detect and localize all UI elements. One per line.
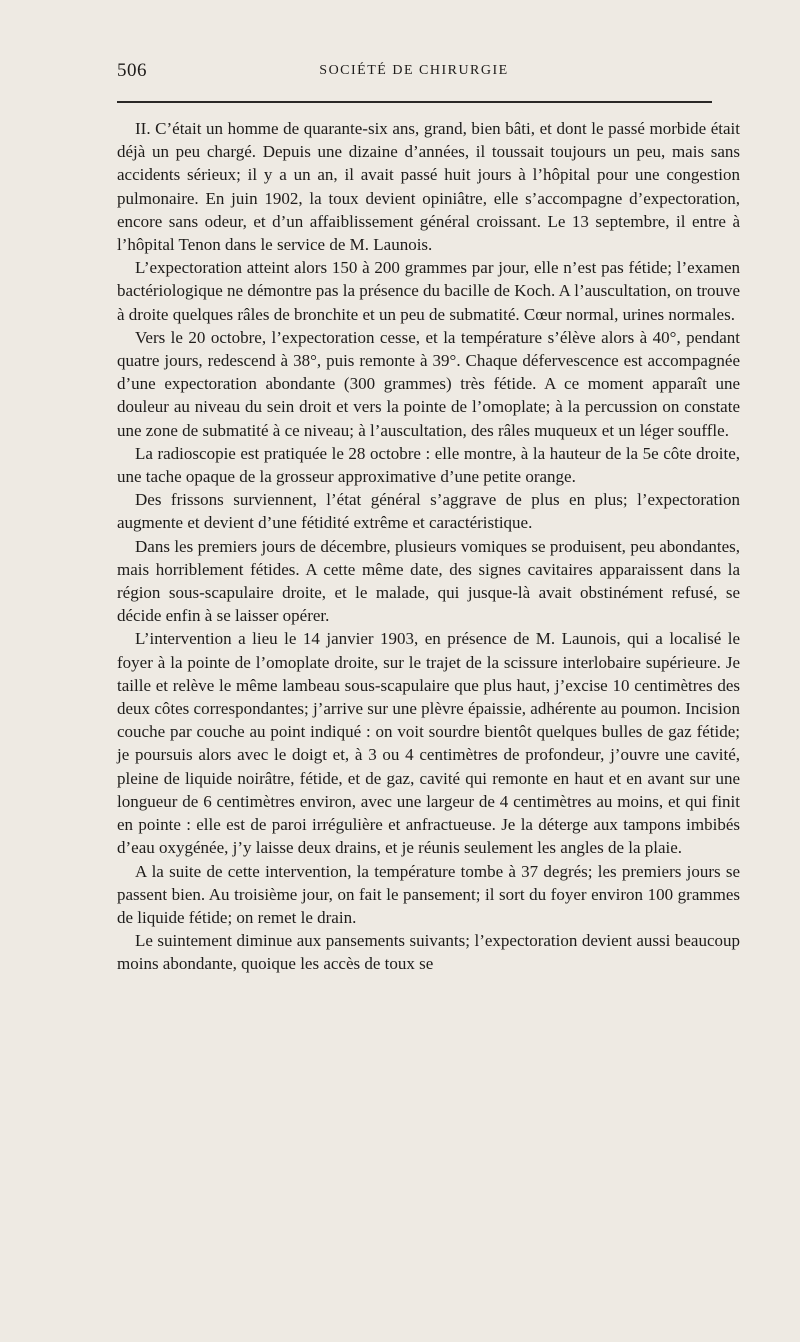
header-rule [117,101,712,103]
paragraph: Vers le 20 octobre, l’expectoration cesse, et la température s’élève alors à 40°, pendant quatre jours, redescend à 38°, puis remonte à 39°. Chaque défervescence est accompagnée d’une expectoration abondante (300 grammes) très fétide. A ce moment apparaît une douleur au niveau du sein droit et vers la pointe de l’omoplate; à la percussion on constate une zone de submatité à ce niveau; à l’auscultation, des râles muqueux et un léger souffle. [117,327,740,440]
paragraph: A la suite de cette intervention, la température tombe à 37 degrés; les premiers jours se passent bien. Au troisième jour, on fait le pansement; il sort du foyer environ 100 grammes de liquide fétide; on remet le drain. [117,861,740,927]
paragraph: L’expectoration atteint alors 150 à 200 grammes par jour, elle n’est pas fétide; l’examen bactériologique ne démontre pas la présence du bacille de Koch. A l’auscultation, on trouve à droite quelques râles de bronchite et un peu de submatité. Cœur normal, urines normales. [117,258,740,324]
running-title: SOCIÉTÉ DE CHIRURGIE [319,63,509,78]
paragraph: La radioscopie est pratiquée le 28 octobre : elle montre, à la hauteur de la 5e côte droite, une tache opaque de la grosseur approximative d’une petite orange. [117,443,740,487]
body-text [117,117,740,976]
paragraph: Le suintement diminue aux pansements suivants; l’expectoration devient aussi beaucoup moins abondante, quoique les accès de toux se [117,931,740,974]
paragraph: L’intervention a lieu le 14 janvier 1903, en présence de M. Launois, qui a localisé le foyer à la pointe de l’omoplate droite, sur le trajet de la scissure interlobaire supérieure. Je taille et relève le même lambeau sous-scapulaire que plus haut, j’excise 10 centimètres des deux côtes correspondantes; j’arrive sur une plèvre épaissie, adhérente au poumon. Incision couche par couche au point indiqué : on voit sourdre bientôt quelques bulles de gaz fétide; je poursuis alors avec le doigt et, à 3 ou 4 centimètres de profondeur, j’ouvre une cavité, pleine de liquide noirâtre, fétide, et de gaz, cavité qui remonte en haut et en avant sur une longueur de 6 centimètres environ, avec une largeur de 4 centimètres au moins, et qui finit en pointe : elle est de paroi irrégulière et anfractueuse. Je la déterge aux tampons imbibés d’eau oxygénée, j’y laisse deux drains, et je réunis seulement les angles de la plaie. [117,629,740,858]
page-header [117,60,711,90]
page-number: 506 [117,60,147,81]
paragraph: II. C’était un homme de quarante-six ans, grand, bien bâti, et dont le passé morbide était déjà un peu chargé. Depuis une dizaine d’années, il toussait toujours un peu, mais sans accidents sérieux; il y a un an, il avait passé huit jours à l’hôpital pour une congestion pulmonaire. En juin 1902, la toux devient opiniâtre, elle s’accompagne d’expectoration, encore sans odeur, et d’un affaiblissement général croissant. Le 13 septembre, il entre à l’hôpital Tenon dans le service de M. Launois. [117,119,740,255]
paragraph: Des frissons surviennent, l’état général s’aggrave de plus en plus; l’expectoration augmente et devient d’une fétidité extrême et caractéristique. [117,490,740,533]
paragraph: Dans les premiers jours de décembre, plusieurs vomiques se produisent, peu abondantes, mais horriblement fétides. A cette même date, des signes cavitaires apparaissent dans la région sous-scapulaire droite, et le malade, qui jusque-là avait obstinément refusé, se décide enfin à se laisser opérer. [117,536,740,626]
